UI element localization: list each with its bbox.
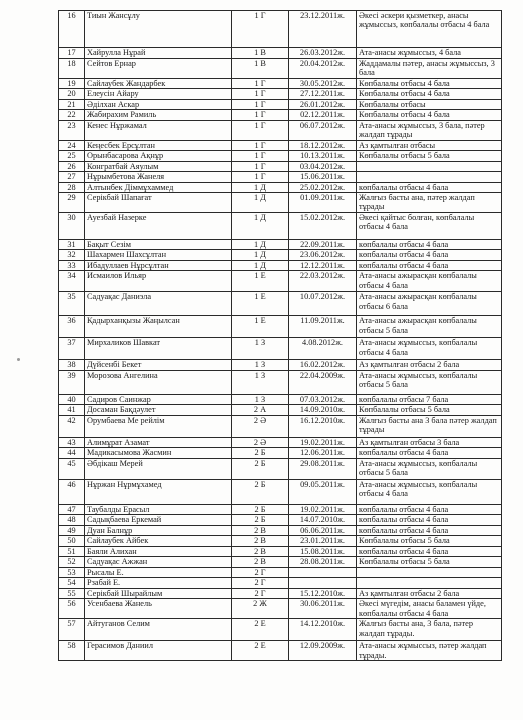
student-name: Алтынбек Діммұхаммед: [85, 182, 232, 193]
row-number: 22: [59, 110, 85, 121]
family-status-note: көпбалалы отбасы 4 бала: [357, 525, 502, 536]
row-number: 46: [59, 479, 85, 504]
class-grade: 1 З: [232, 338, 289, 360]
student-name: Таубалды Ерасыл: [85, 504, 232, 515]
row-number: 17: [59, 48, 85, 59]
birth-date: 19.02.2011ж.: [289, 504, 357, 515]
birth-date: 15.12.2010ж.: [289, 588, 357, 599]
row-number: 18: [59, 58, 85, 78]
table-row: [59, 394, 502, 405]
row-number: 30: [59, 212, 85, 239]
table-row: [59, 89, 502, 100]
student-name: Мадикасымова Жасмин: [85, 448, 232, 459]
row-number: 44: [59, 448, 85, 459]
student-register-table: [58, 10, 502, 661]
class-grade: 2 Г: [232, 588, 289, 599]
family-status-note: Көпбалалы отбасы 5 бала: [357, 536, 502, 547]
row-number: 27: [59, 172, 85, 183]
student-name: Шахармен Шахсұлтан: [85, 250, 232, 261]
birth-date: 19.02.2011ж.: [289, 437, 357, 448]
table-row: [59, 271, 502, 292]
class-grade: 1 Д: [232, 260, 289, 271]
class-grade: 2 Б: [232, 458, 289, 479]
birth-date: 22.09.2011ж.: [289, 239, 357, 250]
student-name: Исмаилов Ильяр: [85, 271, 232, 292]
student-name: Әділхан Аскар: [85, 99, 232, 110]
table-row: [59, 458, 502, 479]
family-status-note: Жалғыз басты ана 3 бала пәтер жалдап тұрады: [357, 415, 502, 437]
family-status-note: Көпбалалы отбасы 4 бала: [357, 78, 502, 89]
birth-date: 25.02.2012ж.: [289, 182, 357, 193]
family-status-note: көпбалалы отбасы 4 бала: [357, 546, 502, 557]
family-status-note: Аз қамтылған отбасы 2 бала: [357, 588, 502, 599]
family-status-note: Ата-анасы жұмыссыз, көпбалалы отбасы 5 бала: [357, 458, 502, 479]
row-number: 26: [59, 161, 85, 172]
birth-date: 18.12.2012ж.: [289, 140, 357, 151]
class-grade: 1 Г: [232, 140, 289, 151]
row-number: 32: [59, 250, 85, 261]
student-name: Сайлаубек Жандарбек: [85, 78, 232, 89]
student-name: Нұрымбетова Жанеля: [85, 172, 232, 183]
student-name: Сейтов Ернар: [85, 58, 232, 78]
table-row: [59, 99, 502, 110]
row-number: 19: [59, 78, 85, 89]
family-status-note: Көпбалалы отбасы 5 бала: [357, 557, 502, 568]
table-row: [59, 578, 502, 589]
class-grade: 1 Д: [232, 193, 289, 213]
table-row: [59, 140, 502, 151]
row-number: 41: [59, 405, 85, 416]
row-number: 28: [59, 182, 85, 193]
row-number: 35: [59, 292, 85, 316]
table-row: [59, 515, 502, 526]
class-grade: 1 Г: [232, 110, 289, 121]
family-status-note: көпбалалы отбасы 4 бала: [357, 250, 502, 261]
family-status-note: Ата-анасы жұмыссыз, 4 бала: [357, 48, 502, 59]
class-grade: 1 З: [232, 360, 289, 371]
birth-date: 15.06.2011ж.: [289, 172, 357, 183]
row-number: 29: [59, 193, 85, 213]
family-status-note: көпбалалы отбасы 4 бала: [357, 260, 502, 271]
birth-date: 16.12.2010ж.: [289, 415, 357, 437]
student-name: Садуақас Даниэла: [85, 292, 232, 316]
table-row: [59, 120, 502, 140]
family-status-note: Әкесі мүгедім, анасы баламен үйде, көпбалалы отбасы 4 бала: [357, 599, 502, 619]
family-status-note: көпбалалы отбасы 4 бала: [357, 448, 502, 459]
table-row: [59, 182, 502, 193]
table-row: [59, 536, 502, 547]
class-grade: 2 Е: [232, 641, 289, 661]
family-status-note: Ата-анасы ажырасқан көпбалалы отбасы 6 бала: [357, 292, 502, 316]
family-status-note: көпбалалы отбасы 4 бала: [357, 504, 502, 515]
class-grade: 1 З: [232, 370, 289, 394]
row-number: 54: [59, 578, 85, 589]
family-status-note: [357, 172, 502, 183]
class-grade: 2 В: [232, 525, 289, 536]
student-name: Орумбаева Ме рейлім: [85, 415, 232, 437]
student-name: Серікбай Шапағат: [85, 193, 232, 213]
class-grade: 2 Б: [232, 515, 289, 526]
row-number: 48: [59, 515, 85, 526]
table-row: [59, 110, 502, 121]
class-grade: 1 Г: [232, 120, 289, 140]
class-grade: 1 Д: [232, 212, 289, 239]
table-row: [59, 588, 502, 599]
birth-date: 02.12.2011ж.: [289, 110, 357, 121]
family-status-note: [357, 567, 502, 578]
table-row: [59, 239, 502, 250]
family-status-note: Ата-анасы ажырасқан көпбалалы отбасы 4 бала: [357, 271, 502, 292]
row-number: 57: [59, 619, 85, 641]
class-grade: 1 Г: [232, 78, 289, 89]
student-name: Герасимов Даниил: [85, 641, 232, 661]
student-name: Жабирахим Рамиль: [85, 110, 232, 121]
row-number: 31: [59, 239, 85, 250]
student-name: Ауезбай Назерке: [85, 212, 232, 239]
student-name: Ибадуллаев Нұрсұлтан: [85, 260, 232, 271]
class-grade: 1 Д: [232, 182, 289, 193]
row-number: 33: [59, 260, 85, 271]
family-status-note: көпбалалы отбасы 7 бала: [357, 394, 502, 405]
birth-date: 23.12.2011ж.: [289, 11, 357, 48]
family-status-note: Әкесі әскери қызметкер, анасы жұмыссыз, көпбалалы отбасы 4 бала: [357, 11, 502, 48]
class-grade: 1 Д: [232, 239, 289, 250]
family-status-note: Жалғыз басты ана, 3 бала, пәтер жалдап тұрады.: [357, 619, 502, 641]
family-status-note: Көпбалалы отбасы: [357, 99, 502, 110]
row-number: 45: [59, 458, 85, 479]
family-status-note: Ата-анасы жұмыссыз, көпбалалы отбасы 5 бала: [357, 370, 502, 394]
family-status-note: Аз қамтылған отбасы 3 бала: [357, 437, 502, 448]
class-grade: 2 В: [232, 557, 289, 568]
birth-date: 29.08.2011ж.: [289, 458, 357, 479]
birth-date: 10.13.2011ж.: [289, 151, 357, 162]
family-status-note: Аз қамтылған отбасы 2 бала: [357, 360, 502, 371]
class-grade: 1 В: [232, 58, 289, 78]
class-grade: 2 Ә: [232, 415, 289, 437]
family-status-note: Көпбалалы отбасы 4 бала: [357, 110, 502, 121]
table-row: [59, 11, 502, 48]
table-row: [59, 546, 502, 557]
family-status-note: Ата-анасы жұмыссыз, 3 бала, пәтер жалдап тұрады: [357, 120, 502, 140]
family-status-note: Жаддамалы пәтер, анасы жұмыссыз, 3 бала: [357, 58, 502, 78]
row-number: 36: [59, 316, 85, 338]
table-row: [59, 212, 502, 239]
class-grade: 1 В: [232, 48, 289, 59]
student-name: Садуақас Ажжан: [85, 557, 232, 568]
student-name: Конгратбай Аяулым: [85, 161, 232, 172]
table-row: [59, 370, 502, 394]
row-number: 52: [59, 557, 85, 568]
table-row: [59, 260, 502, 271]
scan-speck: [17, 358, 20, 361]
family-status-note: [357, 578, 502, 589]
table-row: [59, 557, 502, 568]
class-grade: 1 Е: [232, 316, 289, 338]
birth-date: 03.04.2012ж.: [289, 161, 357, 172]
row-number: 21: [59, 99, 85, 110]
student-name: Баяли Алихан: [85, 546, 232, 557]
row-number: 23: [59, 120, 85, 140]
student-name: Хайрулла Нұрай: [85, 48, 232, 59]
birth-date: 11.09.2011ж.: [289, 316, 357, 338]
student-name: Алимұрат Азамат: [85, 437, 232, 448]
family-status-note: Көпбалалы отбасы 4 бала: [357, 89, 502, 100]
birth-date: 26.01.2012ж.: [289, 99, 357, 110]
birth-date: 14.07.2010ж.: [289, 515, 357, 526]
birth-date: 06.06.2011ж.: [289, 525, 357, 536]
family-status-note: Әкесі қайтыс болған, көпбалалы отбасы 4 бала: [357, 212, 502, 239]
row-number: 37: [59, 338, 85, 360]
birth-date: 12.09.2009ж.: [289, 641, 357, 661]
family-status-note: Көпбалалы отбасы 5 бала: [357, 151, 502, 162]
birth-date: 12.12.2011ж.: [289, 260, 357, 271]
class-grade: 1 Е: [232, 271, 289, 292]
student-name: Айтуганов Селим: [85, 619, 232, 641]
table-row: [59, 172, 502, 183]
class-grade: 1 Г: [232, 11, 289, 48]
class-grade: 1 Г: [232, 161, 289, 172]
class-grade: 2 А: [232, 405, 289, 416]
table-row: [59, 250, 502, 261]
table-row: [59, 641, 502, 661]
table-row: [59, 599, 502, 619]
birth-date: 30.06.2011ж.: [289, 599, 357, 619]
table-row: [59, 479, 502, 504]
birth-date: 06.07.2012ж.: [289, 120, 357, 140]
student-name: Тиын Жансұлу: [85, 11, 232, 48]
row-number: 50: [59, 536, 85, 547]
class-grade: 2 Г: [232, 578, 289, 589]
table-row: [59, 292, 502, 316]
table-row: [59, 58, 502, 78]
birth-date: 23.06.2012ж.: [289, 250, 357, 261]
student-name: Әбдікаш Мерей: [85, 458, 232, 479]
student-name: Рзабай Е.: [85, 578, 232, 589]
student-name: Садиров Саинжар: [85, 394, 232, 405]
birth-date: 12.06.2011ж.: [289, 448, 357, 459]
class-grade: 2 В: [232, 536, 289, 547]
row-number: 53: [59, 567, 85, 578]
birth-date: 15.02.2012ж.: [289, 212, 357, 239]
class-grade: 1 Д: [232, 250, 289, 261]
table-row: [59, 360, 502, 371]
student-name: Сайлаубек Айбек: [85, 536, 232, 547]
student-name: Дүйсенбі Бекет: [85, 360, 232, 371]
row-number: 34: [59, 271, 85, 292]
table-row: [59, 151, 502, 162]
student-name: Серікбай Шырайлым: [85, 588, 232, 599]
row-number: 38: [59, 360, 85, 371]
table-row: [59, 161, 502, 172]
birth-date: 14.09.2010ж.: [289, 405, 357, 416]
class-grade: 1 З: [232, 394, 289, 405]
birth-date: 28.08.2011ж.: [289, 557, 357, 568]
row-number: 42: [59, 415, 85, 437]
table-row: [59, 415, 502, 437]
student-register-body: [59, 11, 502, 661]
birth-date: 16.02.2012ж.: [289, 360, 357, 371]
birth-date: 4.08.2012ж.: [289, 338, 357, 360]
row-number: 25: [59, 151, 85, 162]
class-grade: 1 Е: [232, 292, 289, 316]
family-status-note: көпбалалы отбасы 4 бала: [357, 515, 502, 526]
row-number: 47: [59, 504, 85, 515]
family-status-note: [357, 161, 502, 172]
birth-date: 07.03.2012ж.: [289, 394, 357, 405]
class-grade: 2 Ә: [232, 437, 289, 448]
table-row: [59, 504, 502, 515]
student-name: Нұржан Нұрмұхамед: [85, 479, 232, 504]
birth-date: 22.04.2009ж.: [289, 370, 357, 394]
birth-date: 10.07.2012ж.: [289, 292, 357, 316]
table-row: [59, 525, 502, 536]
class-grade: 1 Г: [232, 99, 289, 110]
class-grade: 1 Г: [232, 151, 289, 162]
birth-date: [289, 578, 357, 589]
family-status-note: Аз қамтылған отбасы: [357, 140, 502, 151]
row-number: 56: [59, 599, 85, 619]
birth-date: [289, 567, 357, 578]
student-name: Елеусін Айару: [85, 89, 232, 100]
birth-date: 30.05.2012ж.: [289, 78, 357, 89]
row-number: 24: [59, 140, 85, 151]
row-number: 58: [59, 641, 85, 661]
row-number: 51: [59, 546, 85, 557]
table-row: [59, 448, 502, 459]
class-grade: 2 Б: [232, 504, 289, 515]
row-number: 55: [59, 588, 85, 599]
table-row: [59, 316, 502, 338]
row-number: 39: [59, 370, 85, 394]
class-grade: 2 Ж: [232, 599, 289, 619]
family-status-note: Ата-анасы жұмыссыз, пәтер жалдап тұрады.: [357, 641, 502, 661]
table-row: [59, 193, 502, 213]
student-name: Садықбаева Еркемай: [85, 515, 232, 526]
family-status-note: Жалғыз басты ана, пәтер жалдап тұрады: [357, 193, 502, 213]
student-name: Рысалы Е.: [85, 567, 232, 578]
birth-date: 15.08.2011ж.: [289, 546, 357, 557]
birth-date: 22.03.2012ж.: [289, 271, 357, 292]
student-name: Кеңесбек Ерсұлтан: [85, 140, 232, 151]
family-status-note: көпбалалы отбасы 4 бала: [357, 182, 502, 193]
family-status-note: Көпбалалы отбасы 5 бала: [357, 405, 502, 416]
class-grade: 2 Б: [232, 448, 289, 459]
class-grade: 2 Е: [232, 619, 289, 641]
family-status-note: Ата-анасы ажырасқан көпбалалы отбасы 5 бала: [357, 316, 502, 338]
birth-date: 01.09.2011ж.: [289, 193, 357, 213]
student-name: Морозова Ангелина: [85, 370, 232, 394]
family-status-note: Ата-анасы жұмыссыз, көпбалалы отбасы 4 бала: [357, 338, 502, 360]
family-status-note: көпбалалы отбасы 4 бала: [357, 239, 502, 250]
table-row: [59, 437, 502, 448]
birth-date: 26.03.2012ж.: [289, 48, 357, 59]
class-grade: 2 В: [232, 546, 289, 557]
student-name: Қадырханқызы Жаңылсан: [85, 316, 232, 338]
row-number: 43: [59, 437, 85, 448]
student-name: Досаман Бақдәулет: [85, 405, 232, 416]
student-name: Дуан Балнұр: [85, 525, 232, 536]
class-grade: 1 Г: [232, 172, 289, 183]
birth-date: 14.12.2010ж.: [289, 619, 357, 641]
row-number: 20: [59, 89, 85, 100]
table-row: [59, 405, 502, 416]
table-row: [59, 619, 502, 641]
student-name: Орынбасарова Ақнұр: [85, 151, 232, 162]
table-row: [59, 48, 502, 59]
birth-date: 27.12.2011ж.: [289, 89, 357, 100]
student-name: Бақыт Сезім: [85, 239, 232, 250]
birth-date: 23.01.2011ж.: [289, 536, 357, 547]
class-grade: 1 Г: [232, 89, 289, 100]
student-name: Усенбаева Жанель: [85, 599, 232, 619]
row-number: 16: [59, 11, 85, 48]
row-number: 49: [59, 525, 85, 536]
student-name: Кенес Нұржамал: [85, 120, 232, 140]
table-row: [59, 78, 502, 89]
class-grade: 2 Б: [232, 479, 289, 504]
table-row: [59, 338, 502, 360]
family-status-note: Ата-анасы жұмыссыз, көпбалалы отбасы 4 бала: [357, 479, 502, 504]
row-number: 40: [59, 394, 85, 405]
student-name: Мирхаликов Шавкат: [85, 338, 232, 360]
table-row: [59, 567, 502, 578]
birth-date: 09.05.2011ж.: [289, 479, 357, 504]
class-grade: 2 Г: [232, 567, 289, 578]
birth-date: 20.04.2012ж.: [289, 58, 357, 78]
